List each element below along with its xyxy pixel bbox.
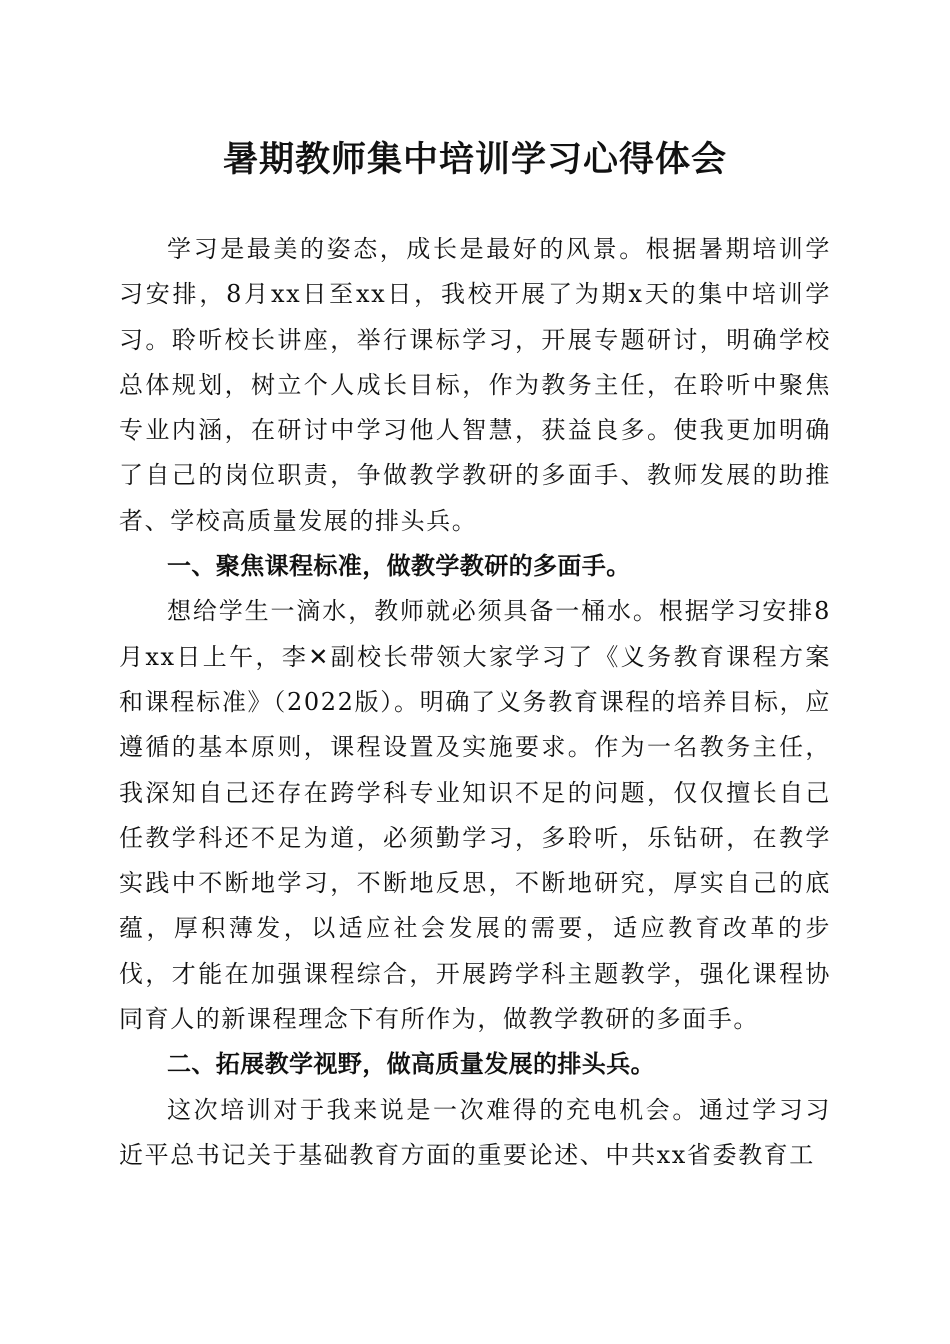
document-body [119,227,831,1178]
intro-paragraph: 学习是最美的姿态，成长是最好的风景。根据暑期培训学习安排，8月xx日至xx日，我校开展了为期x天的集中培训学习。聆听校长讲座，举行课标学习，开展专题研讨，明确学校总体规划，树立个人成长目标，作为教务主任，在聆听中聚焦专业内涵，在研讨中学习他人智慧，获益良多。使我更加明确了自己的岗位职责，争做教学教研的多面手、教师发展的助推者、学校高质量发展的排头兵。 [119,235,831,535]
section-2-paragraph: 这次培训对于我来说是一次难得的充电机会。通过学习习近平总书记关于基础教育方面的重要论述、中共xx省委教育工 [119,1095,831,1169]
section-heading-1: 一、聚焦课程标准，做教学教研的多面手。 [167,552,631,581]
document-title: 暑期教师集中培训学习心得体会 [222,139,727,180]
section-heading-2: 二、拓展教学视野，做高质量发展的排头兵。 [167,1050,655,1079]
section-1-paragraph: 想给学生一滴水，教师就必须具备一桶水。根据学习安排8月xx日上午，李✕副校长带领大家学习了《义务教育课程方案和课程标准》（2022版）。明确了义务教育课程的培养目标，应遵循的基本原则，课程设置及实施要求。作为一名教务主任，我深知自己还存在跨学科专业知识不足的问题，仅仅擅长自己任教学科还不足为道，必须勤学习，多聆听，乐钻研，在教学实践中不断地学习，不断地反思，不断地研究，厚实自己的底蕴，厚积薄发，以适应社会发展的需要，适应教育改革的步伐，才能在加强课程综合，开展跨学科主题教学，强化课程协同育人的新课程理念下有所作为，做教学教研的多面手。 [119,597,831,1034]
